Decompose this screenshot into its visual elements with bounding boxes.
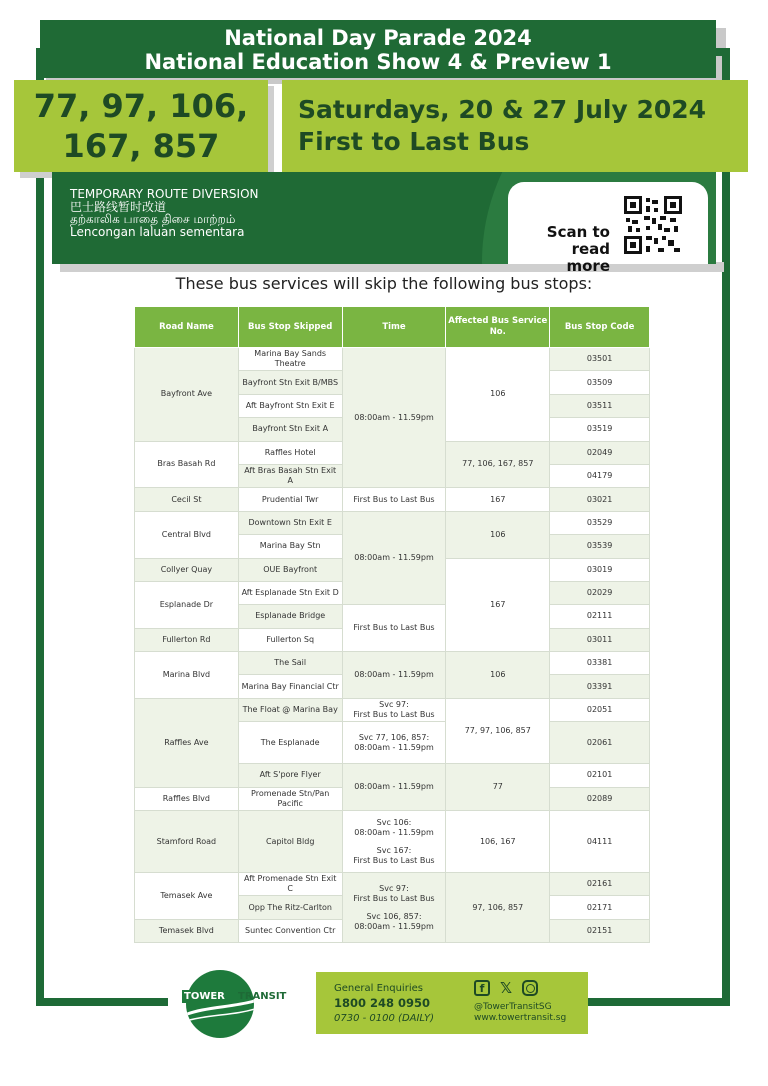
skipped-stops-table: [134, 306, 650, 943]
date-box: [282, 80, 748, 172]
table-header-row: [135, 307, 650, 348]
code-cell: 03011: [550, 628, 650, 651]
road-cell: Central Blvd: [135, 511, 239, 558]
code-cell: 02151: [550, 919, 650, 942]
stop-cell: Esplanade Bridge: [238, 605, 342, 628]
stop-cell: Prudential Twr: [238, 488, 342, 511]
code-cell: 03539: [550, 535, 650, 558]
services-line-1: 77, 97, 106,: [33, 87, 249, 125]
service-cell: 77, 106, 167, 857: [446, 441, 550, 488]
stop-cell: The Esplanade: [238, 722, 342, 764]
social-block: [474, 980, 566, 1024]
stop-cell: Promenade Stn/Pan Pacific: [238, 787, 342, 810]
stop-cell: Opp The Ritz-Carlton: [238, 896, 342, 919]
instagram-icon[interactable]: [522, 980, 538, 996]
title-line-1: National Day Parade 2024: [224, 26, 532, 50]
code-cell: 03381: [550, 652, 650, 675]
diversion-text: [70, 188, 259, 238]
stop-cell: Aft Esplanade Stn Exit D: [238, 581, 342, 604]
intro-text: These bus services will skip the following bus stops:: [175, 274, 593, 293]
time-cell: 08:00am - 11.59pm: [342, 511, 446, 605]
code-cell: 03019: [550, 558, 650, 581]
facebook-icon[interactable]: f: [474, 980, 490, 996]
diversion-zh: 巴士路线暂时改道: [70, 199, 167, 214]
diversion-en: TEMPORARY ROUTE DIVERSION: [70, 187, 259, 201]
code-cell: 03529: [550, 511, 650, 534]
code-cell: 03501: [550, 348, 650, 371]
road-swoosh-icon: [186, 970, 254, 1038]
x-icon[interactable]: 𝕏: [499, 978, 513, 997]
stop-cell: Aft Bras Basah Stn Exit A: [238, 464, 342, 487]
phone-number[interactable]: 1800 248 0950: [334, 996, 431, 1010]
table-row: [135, 698, 650, 721]
stop-cell: The Float @ Marina Bay: [238, 698, 342, 721]
code-cell: 04111: [550, 811, 650, 873]
service-cell: 106: [446, 652, 550, 699]
title-band: [40, 20, 716, 78]
time-cell: Svc 97: First Bus to Last Bus: [342, 698, 446, 721]
road-cell: Cecil St: [135, 488, 239, 511]
table-row: [135, 511, 650, 534]
stop-cell: Bayfront Stn Exit A: [238, 418, 342, 441]
code-cell: 02111: [550, 605, 650, 628]
road-cell: Fullerton Rd: [135, 628, 239, 651]
time-cell: Svc 77, 106, 857: 08:00am - 11.59pm: [342, 722, 446, 764]
stop-cell: Marina Bay Financial Ctr: [238, 675, 342, 698]
stop-cell: Aft Promenade Stn Exit C: [238, 873, 342, 896]
road-cell: Stamford Road: [135, 811, 239, 873]
header-road: Road Name: [135, 307, 239, 348]
code-cell: 02089: [550, 787, 650, 810]
time-cell: First Bus to Last Bus: [342, 605, 446, 652]
logo-transit-text: TRANSIT: [238, 991, 287, 1002]
table-row: [135, 873, 650, 896]
stop-cell: Capitol Bldg: [238, 811, 342, 873]
stop-cell: Aft S'pore Flyer: [238, 764, 342, 787]
service-cell: 97, 106, 857: [446, 873, 550, 943]
website-link[interactable]: www.towertransit.sg: [474, 1013, 567, 1023]
code-cell: 02029: [550, 581, 650, 604]
diversion-ms: Lencongan laluan sementara: [70, 224, 245, 239]
code-cell: 03511: [550, 394, 650, 417]
road-cell: Bras Basah Rd: [135, 441, 239, 488]
header-stop: Bus Stop Skipped: [238, 307, 342, 348]
stop-cell: Bayfront Stn Exit B/MBS: [238, 371, 342, 394]
service-cell: 106, 167: [446, 811, 550, 873]
time-cell: 08:00am - 11.59pm: [342, 348, 446, 488]
table-row: [135, 811, 650, 873]
scan-box[interactable]: [508, 182, 708, 275]
time-cell: Svc 97: First Bus to Last Bus Svc 106, 857: 08:00am - 11.59pm: [342, 873, 446, 943]
stop-cell: Suntec Convention Ctr: [238, 919, 342, 942]
stop-cell: Marina Bay Stn: [238, 535, 342, 558]
road-cell: Temasek Ave: [135, 873, 239, 920]
stop-cell: Marina Bay Sands Theatre: [238, 348, 342, 371]
road-cell: Marina Blvd: [135, 652, 239, 699]
service-cell: 106: [446, 348, 550, 442]
header-code: Bus Stop Code: [550, 307, 650, 348]
service-cell: 77, 97, 106, 857: [446, 698, 550, 763]
social-handle[interactable]: @TowerTransitSG: [474, 1002, 552, 1012]
diversion-ta: தற்காலிக பாதை திசை மாற்றம்: [70, 212, 236, 226]
stop-cell: OUE Bayfront: [238, 558, 342, 581]
time-cell: Svc 106: 08:00am - 11.59pm Svc 167: First Bus to Last Bus: [342, 811, 446, 873]
services-line-2: 167, 857: [62, 127, 220, 165]
qr-code-icon[interactable]: [624, 196, 682, 254]
title-line-2: National Education Show 4 & Preview 1: [144, 50, 612, 74]
code-cell: 03509: [550, 371, 650, 394]
road-cell: Esplanade Dr: [135, 581, 239, 628]
code-cell: 02049: [550, 441, 650, 464]
code-cell: 02161: [550, 873, 650, 896]
header-service: Affected Bus Service No.: [446, 307, 550, 348]
service-cell: 77: [446, 764, 550, 811]
stop-cell: Downtown Stn Exit E: [238, 511, 342, 534]
code-cell: 03021: [550, 488, 650, 511]
code-cell: 03519: [550, 418, 650, 441]
tower-transit-logo: [168, 968, 310, 1042]
hours-text: 0730 - 0100 (DAILY): [334, 1013, 435, 1024]
code-cell: 02061: [550, 722, 650, 764]
code-cell: 03391: [550, 675, 650, 698]
road-cell: Raffles Ave: [135, 698, 239, 787]
services-box: [14, 80, 268, 172]
table-row: [135, 652, 650, 675]
date-line-1: Saturdays, 20 & 27 July 2024: [298, 95, 707, 124]
logo-tower-text: TOWER: [184, 991, 225, 1002]
stop-cell: Fullerton Sq: [238, 628, 342, 651]
contact-box: [316, 972, 588, 1034]
time-cell: 08:00am - 11.59pm: [342, 652, 446, 699]
road-cell: Raffles Blvd: [135, 787, 239, 810]
stop-cell: Aft Bayfront Stn Exit E: [238, 394, 342, 417]
road-cell: Collyer Quay: [135, 558, 239, 581]
stop-cell: The Sail: [238, 652, 342, 675]
code-cell: 02051: [550, 698, 650, 721]
scan-text: Scan to read more: [546, 223, 610, 275]
table-row: [135, 348, 650, 371]
service-cell: 167: [446, 558, 550, 652]
code-cell: 04179: [550, 464, 650, 487]
road-cell: Temasek Blvd: [135, 919, 239, 942]
service-cell: 167: [446, 488, 550, 511]
stop-cell: Raffles Hotel: [238, 441, 342, 464]
service-cell: 106: [446, 511, 550, 558]
enquiries-label: General Enquiries: [334, 983, 423, 994]
code-cell: 02101: [550, 764, 650, 787]
time-cell: 08:00am - 11.59pm: [342, 764, 446, 811]
header-time: Time: [342, 307, 446, 348]
date-line-2: First to Last Bus: [298, 127, 530, 156]
table-row: [135, 488, 650, 511]
time-cell: First Bus to Last Bus: [342, 488, 446, 511]
road-cell: Bayfront Ave: [135, 348, 239, 442]
code-cell: 02171: [550, 896, 650, 919]
